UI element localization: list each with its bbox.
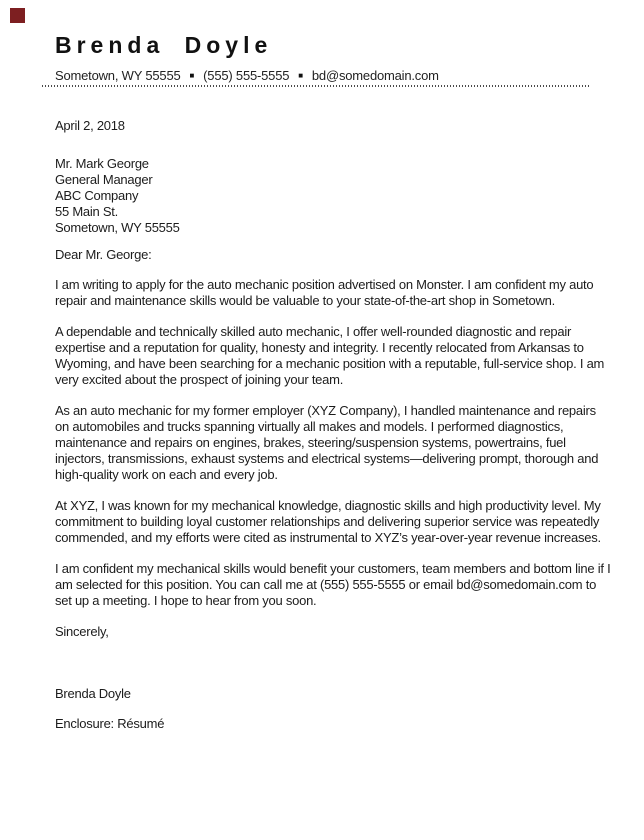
contact-phone: (555) 555-5555 xyxy=(203,68,290,83)
header-dotted-divider xyxy=(42,85,589,87)
square-bullet-icon: ■ xyxy=(298,70,303,80)
body-paragraph: A dependable and technically skilled auto mechanic, I offer well-rounded diagnostic and repair expertise and a reputation for quality, honesty and integrity. I recently relocated from Arkansas to Wyoming, and have been searching for a mechanic position with a reputable, full-service shop. I am very excited about the prospect of joining your team. xyxy=(55,324,605,387)
signature-name: Brenda Doyle xyxy=(55,686,131,701)
recipient-city: Sometown, WY 55555 xyxy=(55,220,180,235)
letter-body xyxy=(55,118,611,732)
contact-location: Sometown, WY 55555 xyxy=(55,68,181,83)
recipient-address-block xyxy=(55,156,611,236)
letterhead xyxy=(55,32,439,83)
contact-email: bd@somedomain.com xyxy=(311,68,439,83)
recipient-street: 55 Main St. xyxy=(55,204,119,219)
body-paragraph: I am confident my mechanical skills would benefit your customers, team members and bottom line if I am selected for this position. You can call me at (555) 555-5555 or email bd@somedomain.com to set up a meeting. I hope to hear from you soon. xyxy=(55,561,611,608)
body-paragraph: At XYZ, I was known for my mechanical knowledge, diagnostic skills and high productivity level. My commitment to building loyal customer relationships and delivering superior service was repeatedly commended, and my efforts were cited as instrumental to XYZ’s year-over-year revenue increases. xyxy=(55,498,601,545)
sender-name: Brenda Doyle xyxy=(55,32,273,58)
recipient-name: Mr. Mark George xyxy=(55,156,149,171)
contact-info-line xyxy=(55,68,439,83)
recipient-company: ABC Company xyxy=(55,188,139,203)
closing-valediction: Sincerely, xyxy=(55,624,109,639)
enclosure-note: Enclosure: Résumé xyxy=(55,716,165,731)
salutation: Dear Mr. George: xyxy=(55,247,152,262)
letter-date: April 2, 2018 xyxy=(55,118,125,133)
body-paragraph: As an auto mechanic for my former employer (XYZ Company), I handled maintenance and repairs on automobiles and trucks spanning virtually all makes and models. I performed diagnostics, maintenance and repairs on engines, brakes, steering/suspension systems, powertrains, fuel injectors, transmissions, exhaust systems and electrical systems—delivering prompt, thorough and high-quality work on each and every job. xyxy=(55,403,599,482)
square-bullet-icon: ■ xyxy=(189,70,195,80)
body-paragraph: I am writing to apply for the auto mechanic position advertised on Monster. I am confident my auto repair and maintenance skills would be valuable to your state-of-the-art shop in Sometown. xyxy=(55,277,594,308)
brand-accent-square-icon xyxy=(10,8,25,23)
recipient-title: General Manager xyxy=(55,172,153,187)
